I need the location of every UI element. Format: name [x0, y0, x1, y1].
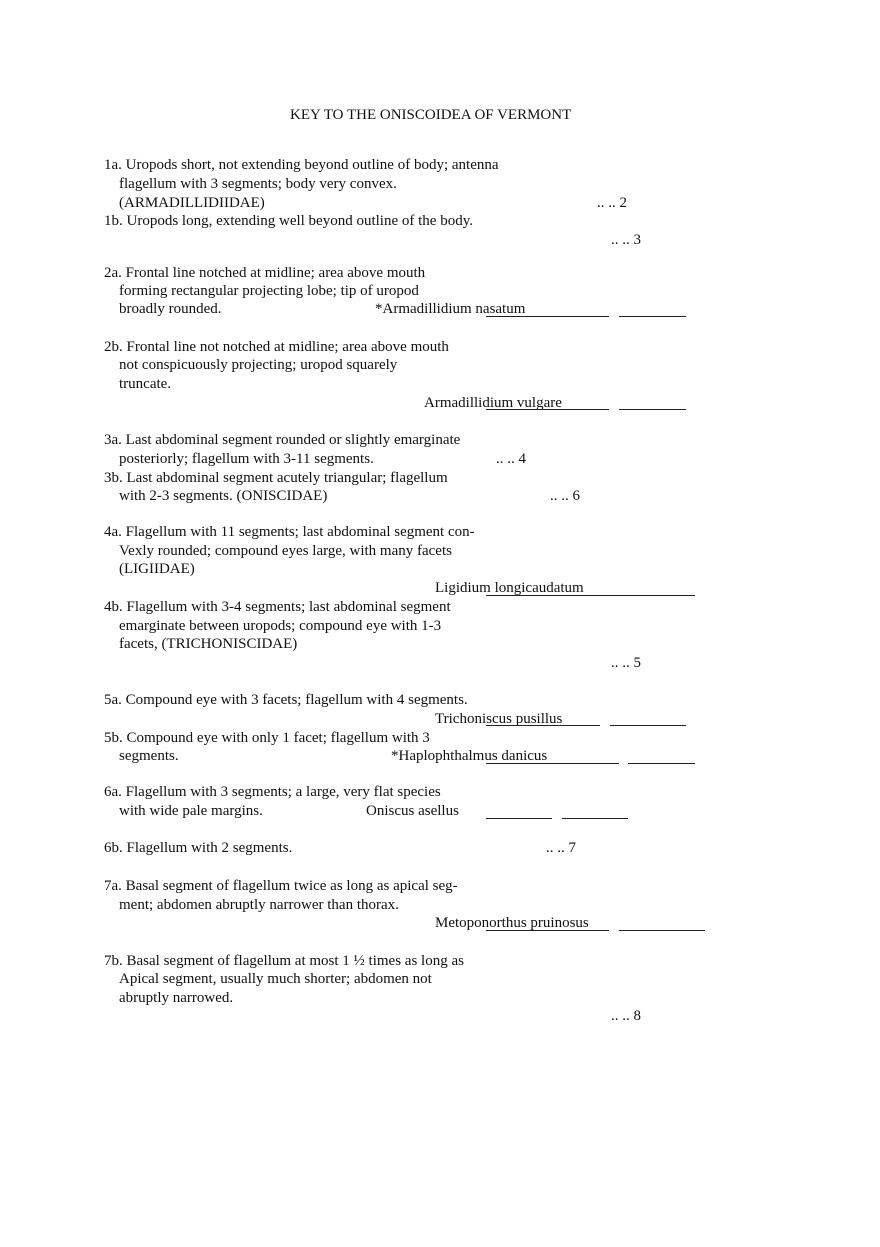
couplet-4a-line-3: (LIGIIDAE) — [119, 561, 195, 577]
couplet-2b-line-1: 2b. Frontal line not notched at midline; area above mouth — [104, 339, 449, 355]
blank-rule — [619, 316, 686, 317]
couplet-2a-species: *Armadillidium nasatum — [375, 301, 526, 317]
couplet-4b-line-1: 4b. Flagellum with 3-4 segments; last abdominal segment — [104, 599, 451, 615]
couplet-5a-species: Trichoniscus pusillus — [435, 711, 563, 727]
couplet-1a-line-1: 1a. Uropods short, not extending beyond outline of body; antenna — [104, 157, 499, 173]
couplet-7b-line-2: Apical segment, usually much shorter; abdomen not — [119, 971, 432, 987]
couplet-5b-line-2: segments. — [119, 748, 179, 764]
blank-rule — [562, 818, 628, 819]
couplet-6a-line-2: with wide pale margins. — [119, 803, 263, 819]
couplet-3a-lead: .. .. 4 — [496, 451, 526, 467]
couplet-7b-lead: .. .. 8 — [611, 1008, 641, 1024]
couplet-3a-line-2: posteriorly; flagellum with 3-11 segments. — [119, 451, 374, 467]
couplet-2b-line-3: truncate. — [119, 376, 172, 392]
couplet-2b-species: Armadillidium vulgare — [424, 395, 562, 411]
page-title: KEY TO THE ONISCOIDEA OF VERMONT — [290, 107, 572, 123]
blank-rule — [486, 763, 619, 764]
couplet-6a-species: Oniscus asellus — [366, 803, 459, 819]
blank-rule — [628, 763, 695, 764]
couplet-5b-species: *Haplophthalmus danicus — [391, 748, 548, 764]
couplet-7a-line-2: ment; abdomen abruptly narrower than thorax. — [119, 897, 399, 913]
blank-rule — [486, 725, 600, 726]
blank-rule — [619, 930, 705, 931]
blank-rule — [610, 725, 686, 726]
couplet-6b-line-1: 6b. Flagellum with 2 segments. — [104, 840, 293, 856]
couplet-1a-lead: .. .. 2 — [597, 195, 627, 211]
blank-rule — [486, 818, 552, 819]
couplet-3b-line-1: 3b. Last abdominal segment acutely triangular; flagellum — [104, 470, 448, 486]
couplet-4b-line-3: facets, (TRICHONISCIDAE) — [119, 636, 298, 652]
couplet-4a-line-2: Vexly rounded; compound eyes large, with many facets — [119, 543, 452, 559]
blank-rule — [486, 409, 609, 410]
couplet-1b-line-1: 1b. Uropods long, extending well beyond outline of the body. — [104, 213, 473, 229]
couplet-2a-line-1: 2a. Frontal line notched at midline; area above mouth — [104, 265, 426, 281]
couplet-7b-line-1: 7b. Basal segment of flagellum at most 1 ½ times as long as — [104, 953, 464, 969]
blank-rule — [486, 595, 695, 596]
couplet-4a-species: Ligidium longicaudatum — [435, 580, 584, 596]
couplet-1a-line-2: flagellum with 3 segments; body very convex. — [119, 176, 397, 192]
couplet-6a-line-1: 6a. Flagellum with 3 segments; a large, very flat species — [104, 784, 441, 800]
couplet-2b-line-2: not conspicuously projecting; uropod squarely — [119, 357, 398, 373]
couplet-2a-line-2: forming rectangular projecting lobe; tip of uropod — [119, 283, 419, 299]
couplet-7b-line-3: abruptly narrowed. — [119, 990, 234, 1006]
couplet-3a-line-1: 3a. Last abdominal segment rounded or slightly emarginate — [104, 432, 461, 448]
blank-rule — [619, 409, 686, 410]
couplet-1a-line-3: (ARMADILLIDIIDAE) — [119, 195, 265, 211]
couplet-5a-line-1: 5a. Compound eye with 3 facets; flagellum with 4 segments. — [104, 692, 468, 708]
couplet-3b-line-2: with 2-3 segments. (ONISCIDAE) — [119, 488, 328, 504]
couplet-4b-lead: .. .. 5 — [611, 655, 641, 671]
couplet-3b-lead: .. .. 6 — [550, 488, 580, 504]
couplet-7a-line-1: 7a. Basal segment of flagellum twice as long as apical seg- — [104, 878, 458, 894]
blank-rule — [486, 930, 609, 931]
couplet-7a-species: Metoponorthus pruinosus — [435, 915, 589, 931]
couplet-2a-line-3: broadly rounded. — [119, 301, 222, 317]
blank-rule — [486, 316, 609, 317]
couplet-6b-lead: .. .. 7 — [546, 840, 576, 856]
couplet-1b-lead: .. .. 3 — [611, 232, 641, 248]
couplet-4a-line-1: 4a. Flagellum with 11 segments; last abdominal segment con- — [104, 524, 475, 540]
couplet-4b-line-2: emarginate between uropods; compound eye with 1-3 — [119, 618, 442, 634]
couplet-5b-line-1: 5b. Compound eye with only 1 facet; flagellum with 3 — [104, 730, 430, 746]
